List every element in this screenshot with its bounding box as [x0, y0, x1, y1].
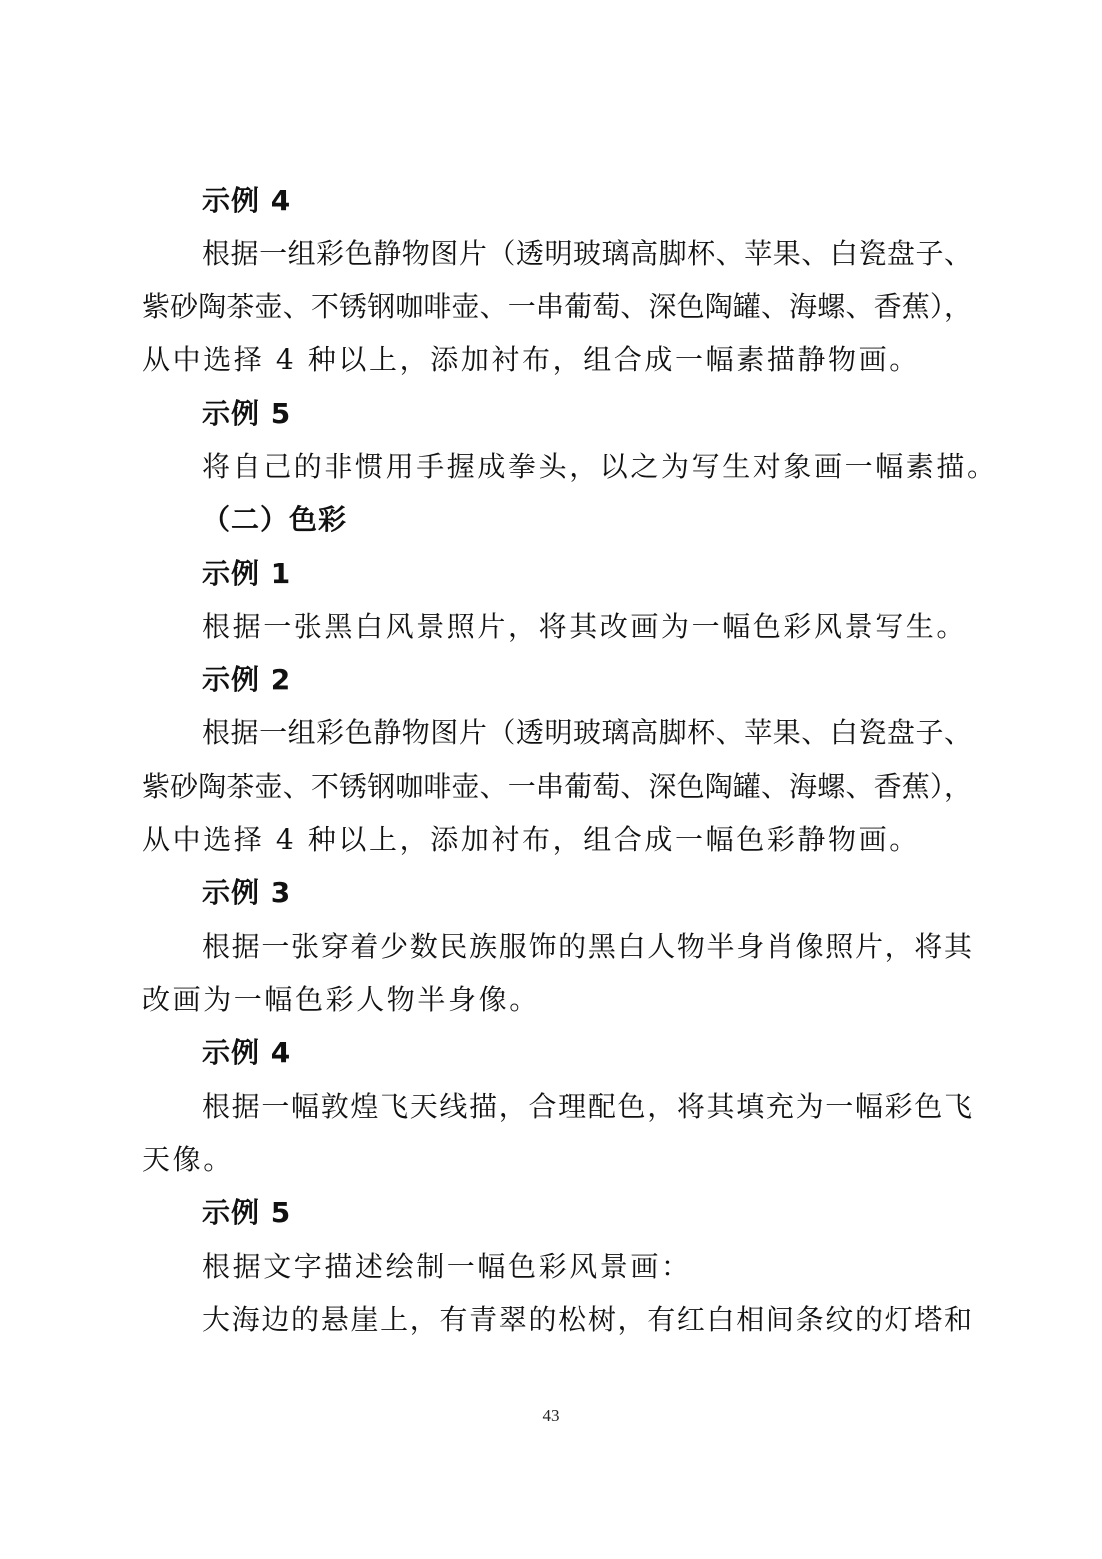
paragraph-line: 从中选择 4 种以上，添加衬布，组合成一幅素描静物画。 [142, 343, 920, 376]
example-heading: 示例 3 [202, 876, 292, 909]
paragraph-line: 根据一组彩色静物图片（透明玻璃高脚杯、苹果、白瓷盘子、 [202, 716, 972, 749]
example-heading: 示例 4 [202, 184, 292, 217]
paragraph-line: 紫砂陶茶壶、不锈钢咖啡壶、一串葡萄、深色陶罐、海螺、香蕉）， [142, 290, 972, 323]
paragraph-line: 根据一幅敦煌飞天线描，合理配色，将其填充为一幅彩色飞 [202, 1090, 972, 1123]
example-heading: 示例 5 [202, 1196, 292, 1229]
paragraph-line: 天像。 [142, 1143, 234, 1176]
paragraph-line: 紫砂陶茶壶、不锈钢咖啡壶、一串葡萄、深色陶罐、海螺、香蕉）， [142, 770, 972, 803]
example-heading: 示例 1 [202, 557, 292, 590]
paragraph-line: 根据文字描述绘制一幅色彩风景画： [202, 1250, 692, 1283]
paragraph-line: 改画为一幅色彩人物半身像。 [142, 983, 540, 1016]
paragraph-line: 根据一张黑白风景照片，将其改画为一幅色彩风景写生。 [202, 610, 968, 643]
paragraph-line: 大海边的悬崖上，有青翠的松树，有红白相间条纹的灯塔和 [202, 1303, 972, 1336]
example-heading: 示例 5 [202, 397, 292, 430]
page-number: 43 [542, 1406, 560, 1425]
paragraph-line: 从中选择 4 种以上，添加衬布，组合成一幅色彩静物画。 [142, 823, 920, 856]
example-heading: 示例 4 [202, 1036, 292, 1069]
section-heading: （二）色彩 [202, 503, 348, 536]
paragraph-line: 将自己的非惯用手握成拳头，以之为写生对象画一幅素描。 [202, 450, 998, 483]
example-heading: 示例 2 [202, 663, 292, 696]
paragraph-line: 根据一组彩色静物图片（透明玻璃高脚杯、苹果、白瓷盘子、 [202, 237, 972, 270]
paragraph-line: 根据一张穿着少数民族服饰的黑白人物半身肖像照片，将其 [202, 930, 972, 963]
